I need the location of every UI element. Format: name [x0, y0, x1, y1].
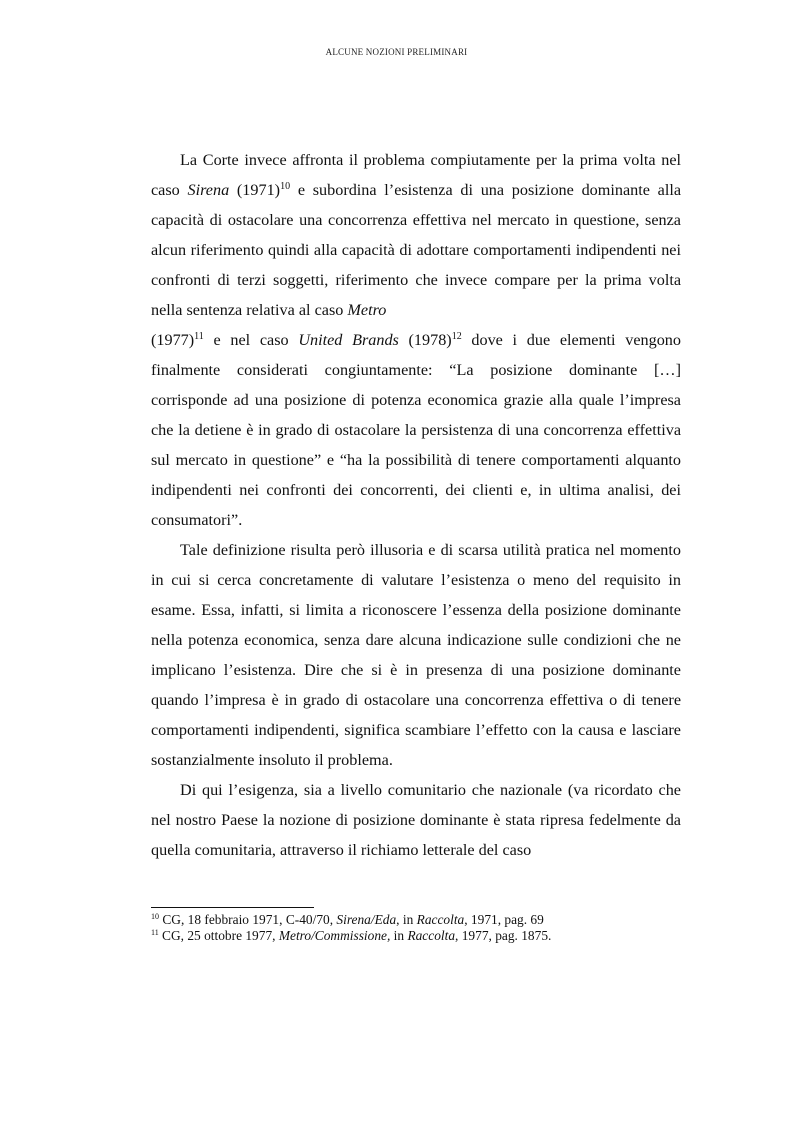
footnotes [151, 912, 691, 944]
running-header: ALCUNE NOZIONI PRELIMINARI [325, 47, 468, 57]
footnote-11 [151, 928, 691, 944]
footnote-text: , 1971, pag. 69 [464, 912, 544, 927]
p1-text-b: (1971) [229, 181, 281, 199]
footnote-number: 11 [151, 928, 159, 937]
case-name-united-brands: United Brands [298, 331, 399, 349]
body-text [151, 145, 681, 865]
p1-text-e: e nel caso [203, 331, 299, 349]
p1-text-f: (1978) [398, 331, 452, 349]
footnote-text: in [390, 928, 408, 943]
case-name-metro: Metro [347, 301, 387, 319]
p1-text-g: dove i due elementi vengono finalmente considerati congiuntamente: “La posizione dominante […] corrisponde ad una posizione di potenza economica grazie alla quale l’impresa che la detiene è in grado di ostacolare la persistenza di una concorrenza effettiva sul mercato in questione” e “ha la possibilità di tenere comportamenti alquanto indipendenti nei confronti dei concorrenti, dei clienti e, in ultima analisi, dei consumatori”. [151, 331, 681, 529]
footnote-10 [151, 912, 691, 928]
footnote-case-name: Sirena/Eda [336, 912, 397, 927]
footnote-separator [151, 907, 314, 908]
footnote-ref-10[interactable]: 10 [280, 181, 291, 192]
p1-text-d: (1977) [151, 331, 195, 349]
footnote-text: CG, 18 febbraio 1971, C-40/70, [159, 912, 337, 927]
footnote-journal: Raccolta [416, 912, 465, 927]
paragraph-3: Di qui l’esigenza, sia a livello comunitario che nazionale (va ricordato che nel nostro Paese la nozione di posizione dominante è stata ripresa fedelmente da quella comunitaria, attraverso il richiamo letterale del caso [151, 781, 681, 859]
footnote-text: CG, 25 ottobre 1977, [158, 928, 279, 943]
footnote-journal: Raccolta [407, 928, 456, 943]
footnote-ref-12[interactable]: 12 [451, 331, 462, 342]
footnote-number: 10 [151, 912, 159, 921]
footnote-case-name: Metro/Commissione, [278, 928, 391, 943]
footnote-text: , in [396, 912, 417, 927]
p1-text-c: e subordina l’esistenza di una posizione dominante alla capacità di ostacolare una concorrenza effettiva nel mercato in questione, senza alcun riferimento quindi alla capacità di adottare comportamenti indipendenti nei confronti di terzi soggetti, riferimento che invece compare per la prima volta nella sentenza relativa al caso [151, 181, 682, 319]
paragraph-2: Tale definizione risulta però illusoria e di scarsa utilità pratica nel momento in cui si cerca concretamente di valutare l’esistenza o meno del requisito in esame. Essa, infatti, si limita a riconoscere l’essenza della posizione dominante nella potenza economica, senza dare alcuna indicazione sulle condizioni che ne implicano l’esistenza. Dire che si è in presenza di una posizione dominante quando l’impresa è in grado di ostacolare una concorrenza effettiva o di tenere comportamenti indipendenti, significa scambiare l’effetto con la causa e lasciare sostanzialmente insoluto il problema. [151, 541, 681, 769]
paragraph-1 [151, 145, 681, 535]
p1-text-a: La Corte invece affronta il problema compiutamente per la prima volta nel caso [151, 151, 681, 199]
footnote-text: , 1977, pag. 1875. [455, 928, 552, 943]
footnote-ref-11[interactable]: 11 [194, 331, 204, 342]
case-name-sirena: Sirena [187, 181, 230, 199]
